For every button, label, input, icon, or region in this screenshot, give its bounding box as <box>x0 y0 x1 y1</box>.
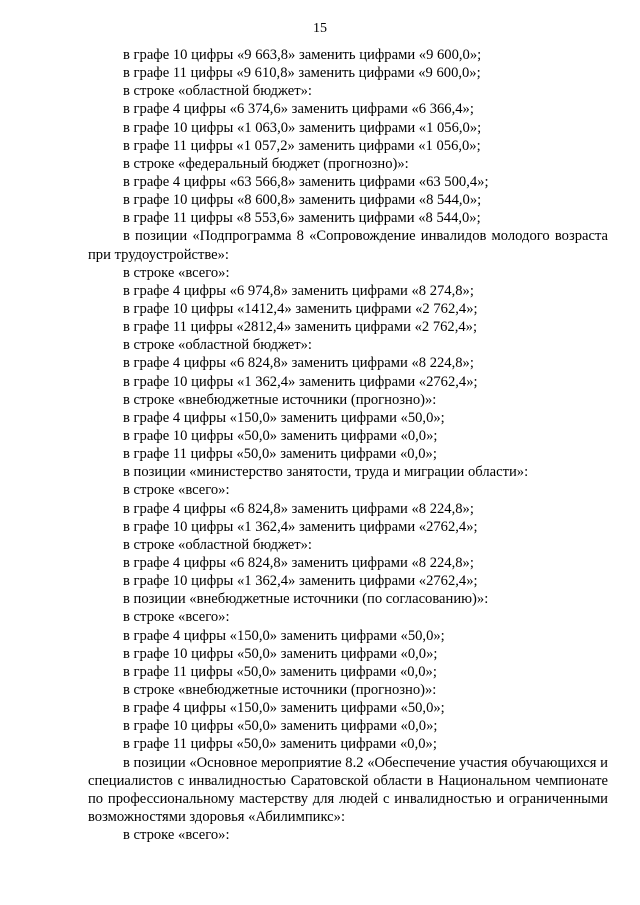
amendment-line: в строке «внебюджетные источники (прогнозно)»: <box>123 681 437 698</box>
amendment-line: в графе 4 цифры «150,0» заменить цифрами «50,0»; <box>123 700 445 717</box>
amendment-line: в графе 4 цифры «6 974,8» заменить цифрами «8 274,8»; <box>123 282 474 299</box>
amendment-line: в строке «всего»: <box>123 609 230 626</box>
amendment-line: в графе 11 цифры «8 553,6» заменить цифрами «8 544,0»; <box>123 210 481 227</box>
amendment-line: в позиции «министерство занятости, труда и миграции области»: <box>123 464 529 481</box>
amendment-line: в строке «всего»: <box>123 482 230 499</box>
amendment-line: в графе 10 цифры «50,0» заменить цифрами «0,0»; <box>123 645 438 662</box>
amendment-line: в строке «областной бюджет»: <box>123 337 312 354</box>
amendment-line: в строке «внебюджетные источники (прогнозно)»: <box>123 391 437 408</box>
paragraph-main-event-8-2: в позиции «Основное мероприятие 8.2 «Обеспечение участия обучающихся и специалистов с инвалидностью Саратовской области в Национальном чемпионате по профессиональному мастерству для людей с инвалидностью и ограниченными возможностями здоровья «Абилимпикс»: <box>88 754 608 825</box>
amendment-list-a <box>88 46 608 227</box>
amendment-line: в графе 4 цифры «6 824,8» заменить цифрами «8 224,8»; <box>123 500 474 517</box>
amendment-line: в графе 10 цифры «50,0» заменить цифрами «0,0»; <box>123 427 438 444</box>
document-body <box>88 46 608 844</box>
amendment-line: в графе 4 цифры «150,0» заменить цифрами «50,0»; <box>123 627 445 644</box>
amendment-line: в графе 10 цифры «50,0» заменить цифрами «0,0»; <box>123 718 438 735</box>
amendment-line: в строке «всего»: <box>123 827 230 844</box>
amendment-line: в графе 10 цифры «1 362,4» заменить цифрами «2762,4»; <box>123 518 478 535</box>
amendment-line: в графе 4 цифры «6 824,8» заменить цифрами «8 224,8»; <box>123 355 474 372</box>
amendment-list-c <box>88 826 608 844</box>
amendment-line: в графе 11 цифры «50,0» заменить цифрами «0,0»; <box>123 736 437 753</box>
amendment-line: в графе 11 цифры «1 057,2» заменить цифрами «1 056,0»; <box>123 137 481 154</box>
amendment-line: в графе 11 цифры «50,0» заменить цифрами «0,0»; <box>123 446 437 463</box>
amendment-line: в графе 4 цифры «6 374,6» заменить цифрами «6 366,4»; <box>123 101 474 118</box>
amendment-line: в графе 11 цифры «2812,4» заменить цифрами «2 762,4»; <box>123 319 478 336</box>
page-number: 15 <box>313 21 327 36</box>
amendment-line: в графе 10 цифры «1 063,0» заменить цифрами «1 056,0»; <box>123 119 482 136</box>
amendment-line: в строке «областной бюджет»: <box>123 536 312 553</box>
amendment-line: в графе 4 цифры «63 566,8» заменить цифрами «63 500,4»; <box>123 173 489 190</box>
amendment-line: в графе 11 цифры «9 610,8» заменить цифрами «9 600,0»; <box>123 65 481 82</box>
amendment-line: в графе 10 цифры «9 663,8» заменить цифрами «9 600,0»; <box>123 47 482 63</box>
amendment-line: в графе 4 цифры «6 824,8» заменить цифрами «8 224,8»; <box>123 554 474 571</box>
amendment-line: в строке «всего»: <box>123 264 230 281</box>
amendment-line: в графе 10 цифры «1412,4» заменить цифрами «2 762,4»; <box>123 301 478 317</box>
amendment-line: в графе 11 цифры «50,0» заменить цифрами «0,0»; <box>123 663 437 680</box>
amendment-line: в графе 10 цифры «1 362,4» заменить цифрами «2762,4»; <box>123 373 478 390</box>
amendment-line: в строке «федеральный бюджет (прогнозно)»: <box>123 155 409 172</box>
amendment-line: в графе 4 цифры «150,0» заменить цифрами «50,0»; <box>123 409 445 426</box>
amendment-line: в строке «областной бюджет»: <box>123 83 312 100</box>
amendment-line: в графе 10 цифры «8 600,8» заменить цифрами «8 544,0»; <box>123 192 482 209</box>
amendment-line: в позиции «внебюджетные источники (по согласованию)»: <box>123 591 489 608</box>
amendment-line: в графе 10 цифры «1 362,4» заменить цифрами «2762,4»; <box>123 573 478 590</box>
amendment-list-b <box>88 264 608 754</box>
paragraph-subprogram-8: в позиции «Подпрограмма 8 «Сопровождение инвалидов молодого возраста при трудоустройстве»: <box>88 228 608 263</box>
